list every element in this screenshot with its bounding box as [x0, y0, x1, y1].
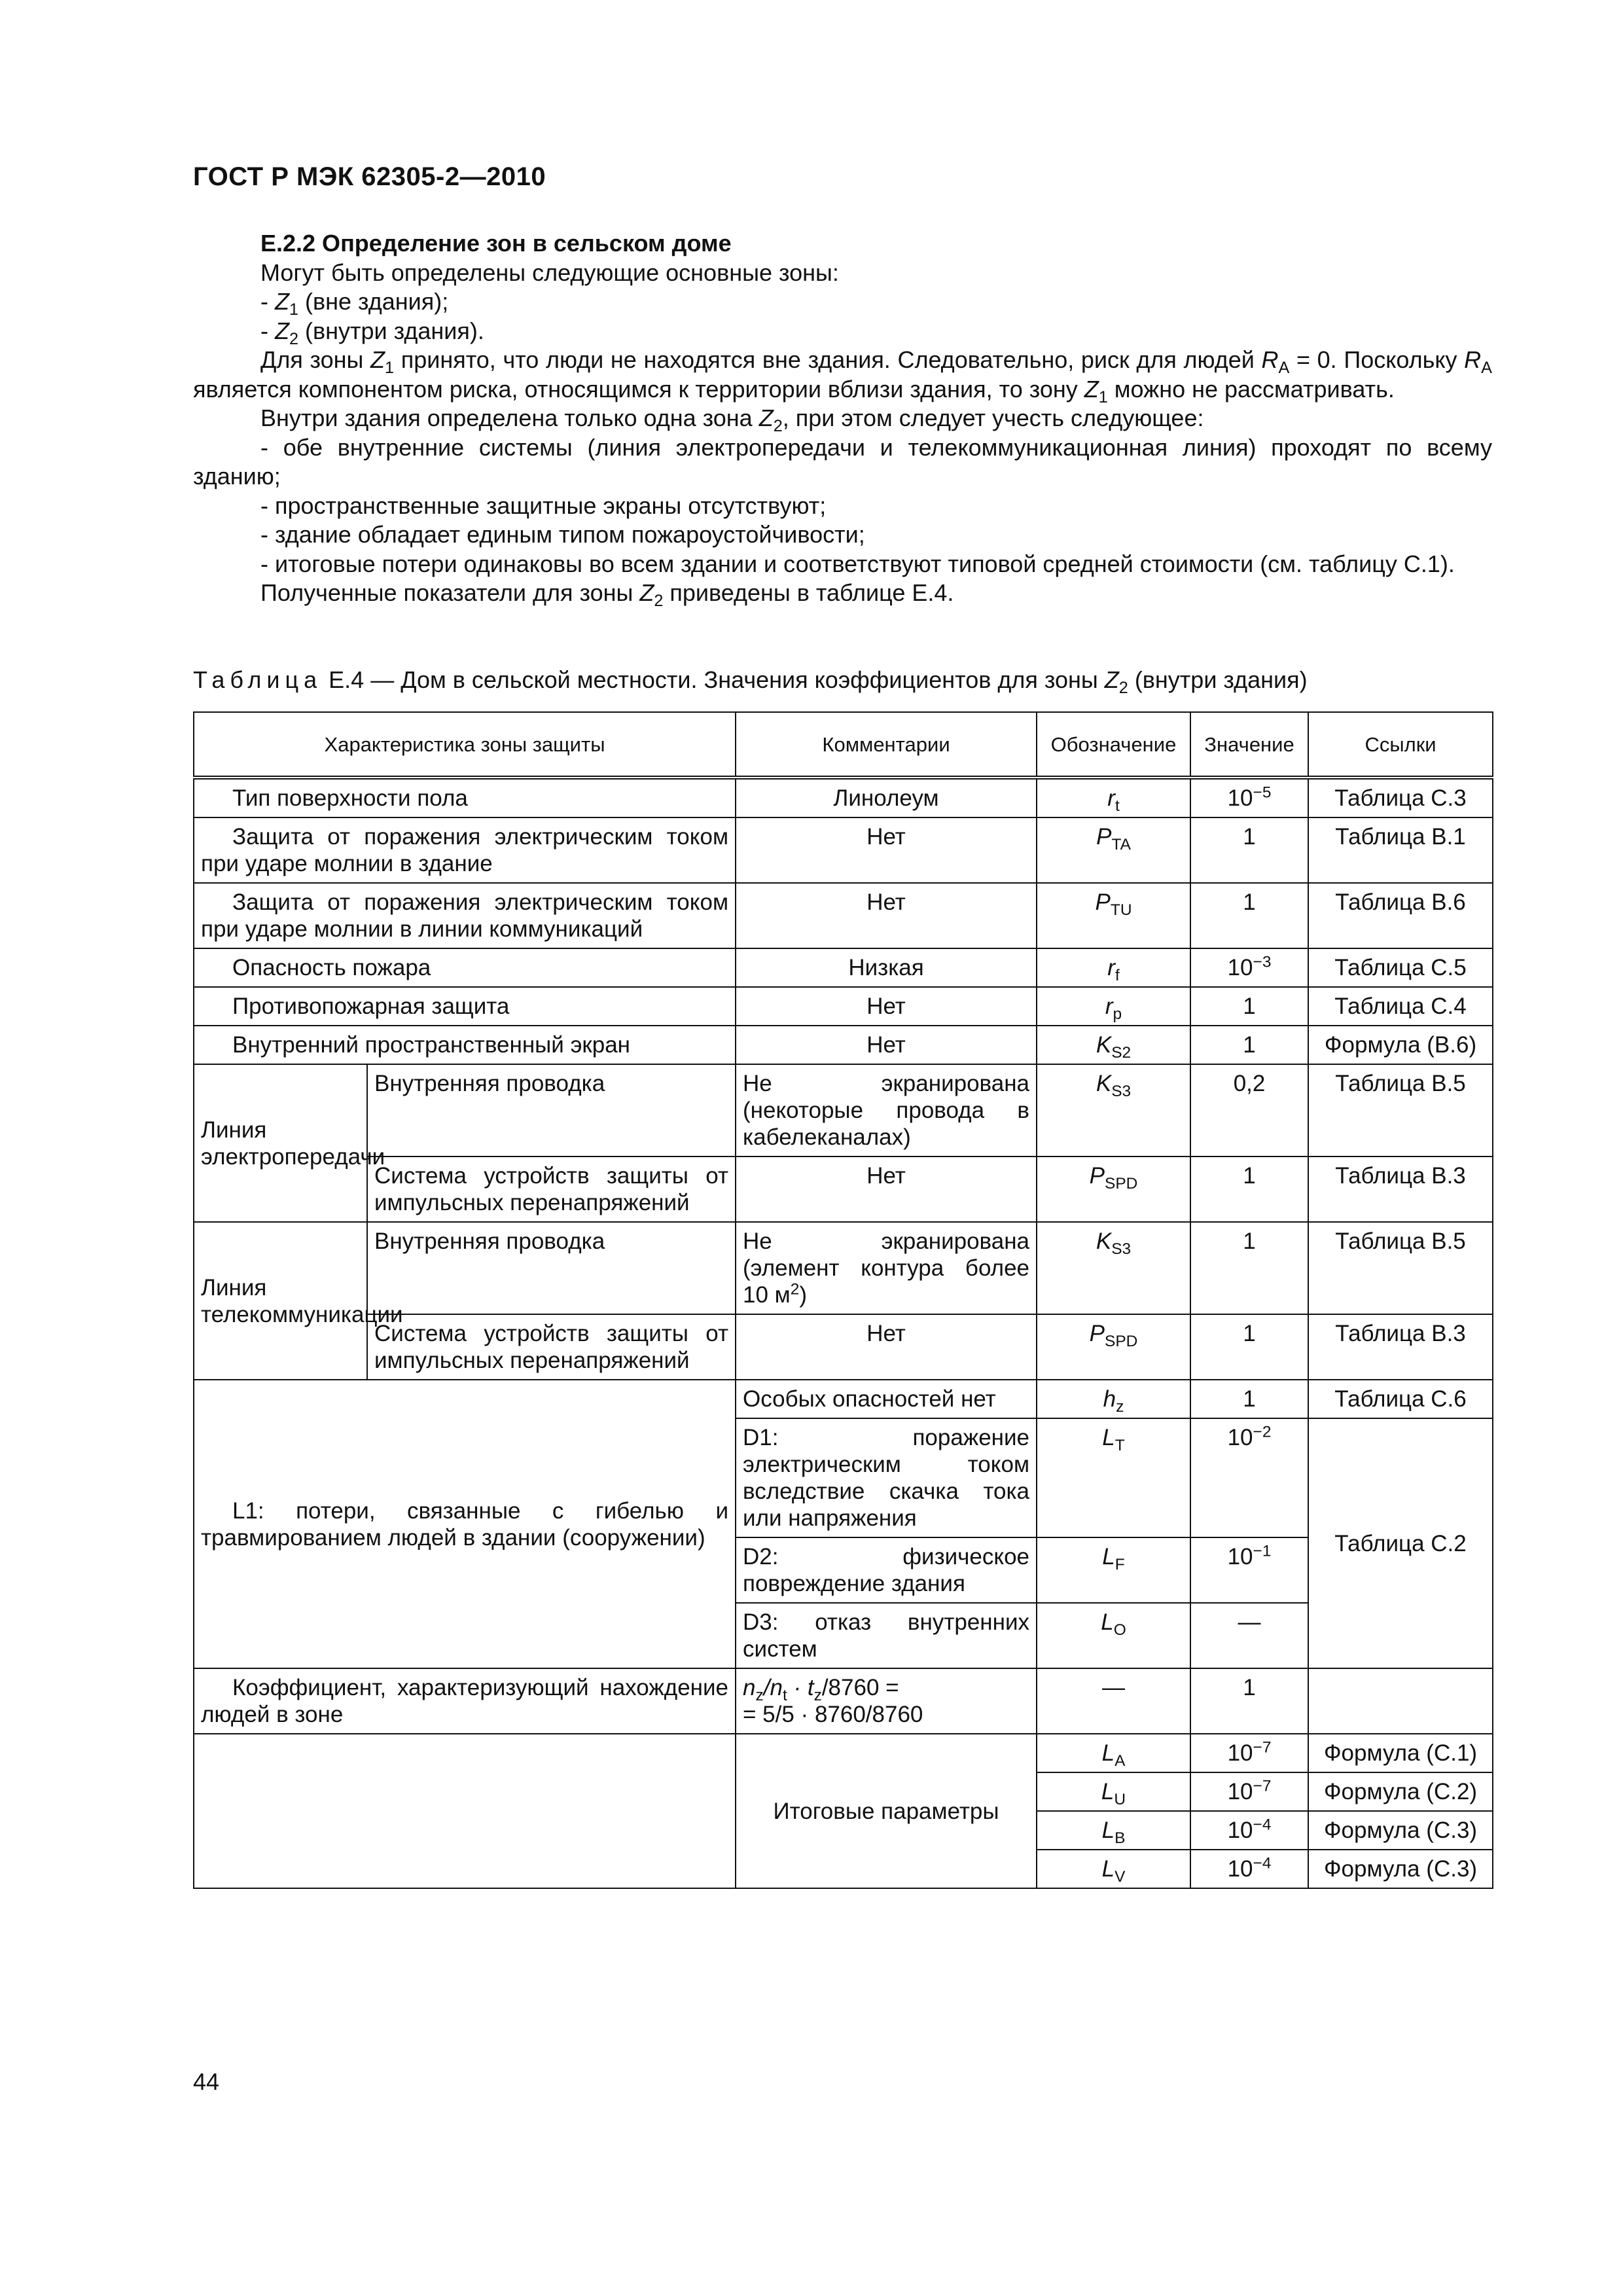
column-header: Комментарии — [736, 712, 1037, 778]
table-row: D3: отказ внутренних систем $L_O$ — — [194, 1603, 1493, 1668]
table-row: Защита от поражения электрическим током при ударе молнии в линии коммуникаций Нет $P_{TU}$ 1 Таблица В.6 — [194, 883, 1493, 948]
table-row: Противопожарная защита Нет $r_p$ 1 Таблица С.4 — [194, 987, 1493, 1026]
section-text — [193, 229, 1492, 611]
table-row: $L_V$ $10^{-4}$ Формула (С.3) — [194, 1850, 1493, 1888]
table-row: D1: поражение электрическим током вследствие скачка тока или напряжения $L_T$ $10^{-2}$ Таблица С.2 — [194, 1418, 1493, 1537]
table-row: Тип поверхности пола Линолеум $r_t$ $10^{-5}$ Таблица С.3 — [194, 778, 1493, 817]
table-row: $L_U$ $10^{-7}$ Формула (С.2) — [194, 1772, 1493, 1811]
column-header: Характеристика зоны защиты — [194, 712, 736, 778]
table-row: Система устройств защиты от импульсных перенапряжений Нет $P_{SPD}$ 1 Таблица В.3 — [194, 1157, 1493, 1222]
column-header: Ссылки — [1308, 712, 1493, 778]
paragraph: Внутри здания определена только одна зона $Z_2$, при этом следует учесть следующее: — [260, 404, 1204, 436]
table-row: Опасность пожара Низкая $r_f$ $10^{-3}$ Таблица С.5 — [194, 948, 1493, 987]
page-number: 44 — [193, 2068, 220, 2095]
table-caption: Таблица Е.4 — Дом в сельской местности. Значения коэффициентов для зоны $Z_2$ (внутри здания) — [193, 666, 1308, 698]
list-item: - пространственные защитные экраны отсутствуют; — [260, 492, 827, 519]
table-row: $L_B$ $10^{-4}$ Формула (С.3) — [194, 1811, 1493, 1850]
table-row: L1: потери, связанные с гибелью и травмированием людей в здании (сооружении) Особых опасностей нет $h_z$ 1 Таблица С.6 — [194, 1380, 1493, 1418]
list-item: - обе внутренние системы (линия электропередачи и телекоммуникационная линия) проходят по всему зданию; — [193, 433, 1492, 490]
list-item: - здание обладает единым типом пожароустойчивости; — [260, 521, 865, 548]
paragraph: Для зоны $Z_1$ принято, что люди не находятся вне здания. Следовательно, риск для людей $R_A = 0$. Поскольку $R_A$ является компонентом риска, относящимся к территории вблизи здания, то зону $Z_1$ можно не рассматривать. — [193, 346, 1492, 406]
document-header: ГОСТ Р МЭК 62305-2—2010 — [193, 162, 546, 191]
group-label-l1: L1: потери, связанные с гибелью и травмированием людей в здании (сооружении) — [194, 1380, 736, 1668]
group-label-telecom-line: Линия телекоммуникации — [194, 1222, 367, 1380]
list-item: - $Z_2$ (внутри здания). — [260, 317, 484, 348]
paragraph: Могут быть определены следующие основные зоны: — [260, 259, 839, 286]
table-header-row — [194, 712, 1493, 778]
list-item: - $Z_1$ (вне здания); — [260, 288, 449, 319]
paragraph: Полученные показатели для зоны $Z_2$ приведены в таблице Е.4. — [260, 579, 954, 611]
table-row: Итоговые параметры $L_A$ $10^{-7}$ Формула (С.1) — [194, 1734, 1493, 1772]
table-row: Линия телекоммуникации Внутренняя проводка Не экранирована (элемент контура более 10 $м^2$) $K_{S3}$ 1 Таблица В.5 — [194, 1222, 1493, 1314]
table-row: Защита от поражения электрическим током при ударе молнии в здание Нет $P_{TA}$ 1 Таблица В.1 — [194, 817, 1493, 883]
table-row: Внутренний пространственный экран Нет $K_{S2}$ 1 Формула (В.6) — [194, 1026, 1493, 1064]
group-label-power-line: Линия электропередачи — [194, 1064, 367, 1222]
table-row: Коэффициент, характеризующий нахождение людей в зоне $n_z/n_t \cdot t_z/8760$ = = 5/5 · 8760/8760 — 1 — [194, 1668, 1493, 1734]
column-header: Обозначение — [1037, 712, 1190, 778]
table-row: D2: физическое повреждение здания $L_F$ $10^{-1}$ — [194, 1537, 1493, 1603]
coefficients-table — [193, 711, 1493, 1889]
table-row: Линия электропередачи Внутренняя проводка Не экранирована (некоторые провода в кабелеканалах) $K_{S3}$ 0,2 Таблица В.5 — [194, 1064, 1493, 1157]
column-header: Значение — [1190, 712, 1308, 778]
list-item: - итоговые потери одинаковы во всем здании и соответствуют типовой средней стоимости (см. таблицу С.1). — [260, 550, 1455, 577]
section-heading: Е.2.2 Определение зон в сельском доме — [260, 230, 732, 257]
table-row: Система устройств защиты от импульсных перенапряжений Нет $P_{SPD}$ 1 Таблица В.3 — [194, 1314, 1493, 1380]
